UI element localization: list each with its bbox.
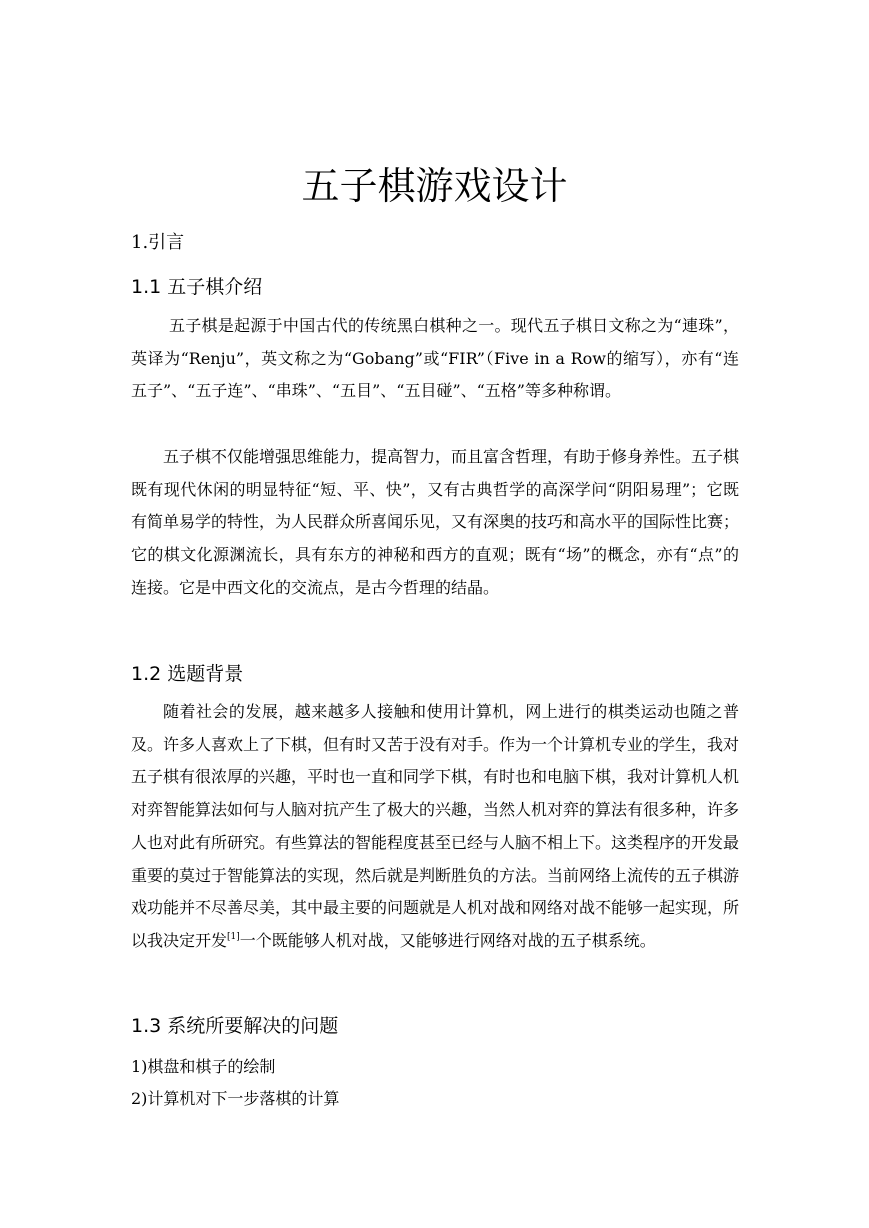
document-title: 五子棋游戏设计 (301, 164, 568, 208)
section-heading-problems-to-solve: 1.3 系统所要解决的问题 (131, 1015, 339, 1037)
section-heading-introduction: 1.引言 (131, 232, 185, 253)
section-heading-gomoku-intro: 1.1 五子棋介绍 (131, 276, 263, 298)
paragraph-gomoku-benefits: 五子棋不仅能增强思维能力，提高智力，而且富含哲理，有助于修身养性。五子棋既有现代休闲的明显特征“短、平、快”，又有古典哲学的高深学问“阴阳易理”；它既有简单易学的特性，为人民群众所喜闻乐见，又有深奥的技巧和高水平的国际性比赛；它的棋文化源渊流长，具有东方的神秘和西方的直观；既有“场”的概念，亦有“点”的连接。它是中西文化的交流点，是古今哲理的结晶。 (131, 447, 740, 597)
paragraph-gomoku-origin: 五子棋是起源于中国古代的传统黑白棋种之一。现代五子棋日文称之为“連珠”，英译为“Renju”，英文称之为“Gobang”或“FIR”（Five in a Row的缩写），亦有“连五子”、“五子连”、“串珠”、“五目”、“五目碰”、“五格”等多种称谓。 (131, 316, 739, 401)
citation-marker: [1] (227, 931, 240, 942)
list-item: 1)棋盘和棋子的绘制 (131, 1057, 276, 1076)
paragraph-topic-background (131, 696, 739, 958)
list-item: 2)计算机对下一步落棋的计算 (131, 1089, 340, 1108)
paragraph-text-part-2: 一个既能够人机对战，又能够进行网络对战的五子棋系统。 (239, 930, 656, 950)
section-heading-topic-background: 1.2 选题背景 (131, 663, 244, 685)
paragraph-text-part-1: 随着社会的发展，越来越多人接触和使用计算机，网上进行的棋类运动也随之普及。许多人喜欢上了下棋，但有时又苦于没有对手。作为一个计算机专业的学生，我对五子棋有很浓厚的兴趣，平时也一直和同学下棋，有时也和电脑下棋，我对计算机人机对弈智能算法如何与人脑对抗产生了极大的兴趣，当然人机对弈的算法有很多种，许多人也对此有所研究。有些算法的智能程度甚至已经与人脑不相上下。这类程序的开发最重要的莫过于智能算法的实现，然后就是判断胜负的方法。当前网络上流传的五子棋游戏功能并不尽善尽美，其中最主要的问题就是人机对战和网络对战不能够一起实现，所以我决定开发 (131, 702, 740, 950)
